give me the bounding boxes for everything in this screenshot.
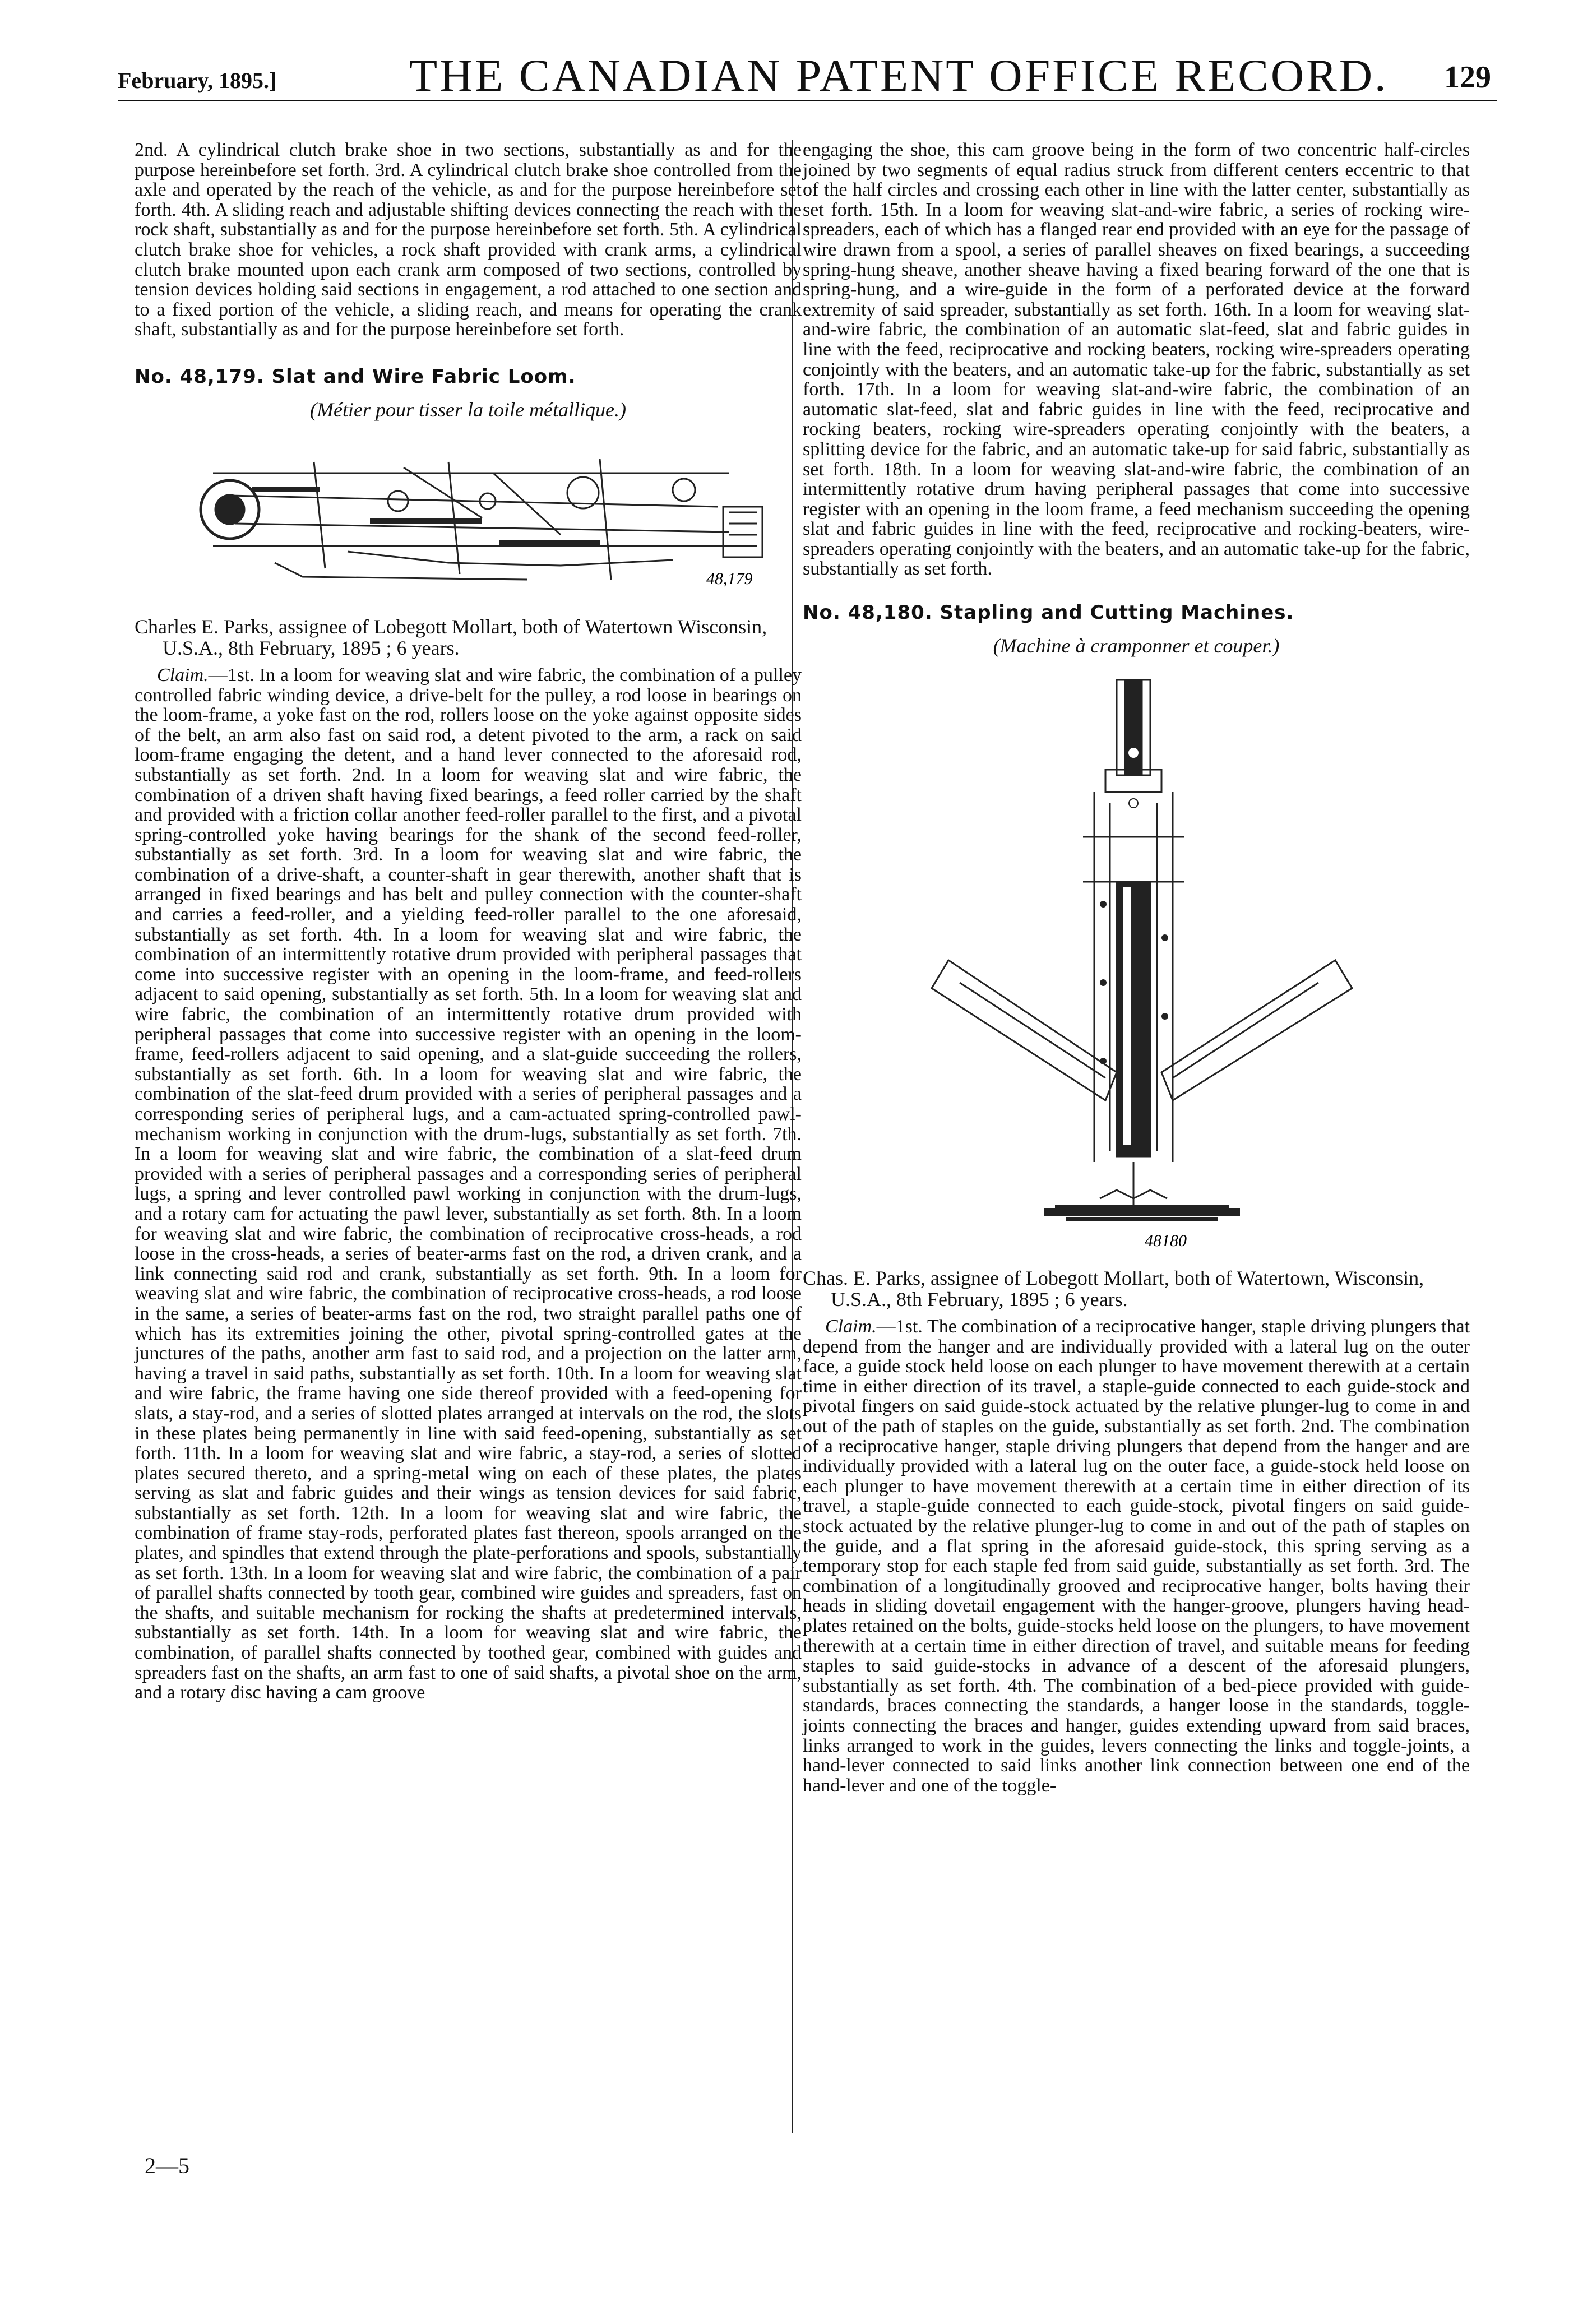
- figure-number: 48,179: [706, 569, 753, 588]
- claim-text: —1st. In a loom for weaving slat and wire fabric, the combination of a pulley controlled fabric winding device, a drive-belt for the pulley, a rod loose in bearings on the loom-frame, a yoke fast on the rod, rollers loose on the yoke against opposite sides of the belt, an arm also fast on said rod, a detent pivoted to the arm, a rack on said loom-frame engaging the detent, and a hand lever connected to the aforesaid rod, substantially as set forth. 2nd. In a loom for weaving slat and wire fabric, the combination of a driven shaft having fixed bearings, a feed roller carried by the shaft and provided with a friction collar another feed-roller parallel to the first, and a pivotal spring-controlled yoke having bearings for the shank of the second feed-roller, substantially as set forth. 3rd. In a loom for weaving slat and wire fabric, the combination of a drive-shaft, a counter-shaft in gear therewith, another shaft that is arranged in fixed bearings and has belt and pulley connection with the counter-shaft and carries a feed-roller, and a yielding feed-roller parallel to the one aforesaid, substantially as set forth. 4th. In a loom for weaving slat and wire fabric, the combination of an intermittently rotative drum provided with peripheral passages that come into successive register with an opening in the loom-frame, and feed-rollers adjacent to said opening, substantially as set forth. 5th. In a loom for weaving slat and wire fabric, the combination of an intermittently rotative drum provided with peripheral passages that come into successive register with an opening in the loom-frame, feed-rollers adjacent to said opening, and a slat-guide succeeding the rollers, substantially as set forth. 6th. In a loom for weaving slat and wire fabric, the combination of the slat-feed drum provided with a series of peripheral passages and a corresponding series of peripheral lugs, and a cam-actuated spring-controlled pawl-mechanism working in conjunction with the drum-lugs, substantially as set forth. 7th. In a loom for weaving slat and wire fabric, the combination of a slat-feed drum provided with a series of peripheral passages and a corresponding series of peripheral lugs, a spring and lever controlled pawl working in conjunction with the drum-lugs, and a rotary cam for actuating the pawl lever, substantially as set forth. 8th. In a loom for weaving slat and wire fabric, the combination of reciprocative cross-heads, a rod loose in the cross-heads, a series of beater-arms fast on the rod, a driven crank, and a link connecting said rod and crank, substantially as set forth. 9th. In a loom for weaving slat and wire fabric, the combination of reciprocative cross-heads, a rod loose in the same, a series of beater-arms fast on the rod, two straight parallel paths one of which has its extremities joining the other, pivotal spring-controlled gates at the junctures of the paths, another arm fast to said rod, and a projection on the latter arm, having a travel in said paths, substantially as set forth. 10th. In a loom for weaving slat and wire fabric, the frame having one side thereof provided with a feed-opening for slats, a stay-rod, and a series of slotted plates arranged at intervals on the rod, the slots in these plates being permanently in line with said feed-opening, substantially as set forth. 11th. In a loom for weaving slat and wire fabric, a stay-rod, a series of slotted plates secured thereto, and a spring-metal wing on each of these plates, the plates serving as slat and fabric guides and their wings as tension devices for said fabric, substantially as set forth. 12th. In a loom for weaving slat and wire fabric, the combination of frame stay-rods, perforated plates fast thereon, spools arranged on the plates, and spindles that extend through the plate-perforations and spools, substantially as set forth. 13th. In a loom for weaving slat and wire fabric, the combination of a pair of parallel shafts connected by tooth gear, combined wire guides and spreaders, fast on the shafts, and suitable mechanism for rocking the shafts at predetermined intervals, substantially as set forth. 14th. In a loom for weaving slat and wire fabric, the combination, of parallel shafts connected by toothed gear, combined with guides and spreaders fast on the shafts, an arm fast to one of said shafts, a pivotal shoe on the arm, and a rotary disc having a cam groove: [135, 664, 802, 1703]
- signature-mark: 2—5: [145, 2153, 189, 2178]
- page-number: 129: [1444, 60, 1491, 95]
- left-column: [135, 140, 802, 1703]
- loom-figure: [135, 434, 802, 610]
- claim-label: Claim.: [157, 664, 209, 686]
- patent-claims: [135, 665, 802, 1703]
- patent-assignee: Chas. E. Parks, assignee of Lobegott Mollart, both of Watertown, Wisconsin, U.S.A., 8th February, 1895 ; 6 years.: [803, 1267, 1424, 1311]
- patent-french-title: (Métier pour tisser la toile métallique.): [310, 398, 626, 421]
- stapling-machine-figure: [803, 669, 1470, 1263]
- issue-date: February, 1895.]: [118, 68, 277, 93]
- claim-text: —1st. The combination of a reciprocative hanger, staple driving plungers that depend from the hanger and are individually provided with a lateral lug on the outer face, a guide stock held loose on each plunger to have movement therewith at a certain time in either direction of its travel, a staple-guide connected to each guide-stock and pivotal fingers on said guide-stock actuated by the relative plunger-lug to come in and out of the path of staples on the guide, substantially as set forth. 2nd. The combination of a reciprocative hanger, staple driving plungers that depend from the hanger and are individually provided with a lateral lug on the outer face, a guide-stock held loose on each plunger to have movement therewith at a certain time in either direction of its travel, a staple-guide connected to each guide-stock, pivotal fingers on said guide-stock actuated by the relative plunger-lug to come in and out of the path of staples on the guide, and a flat spring in the aforesaid guide-stock, this spring serving as a temporary stop for each staple fed from said guide, substantially as set forth. 3rd. The combination of a longitudinally grooved and reciprocative hanger, bolts having their heads in sliding dovetail engagement with the hanger-groove, plungers having head-plates retained on the bolts, guide-stocks held loose on the plungers, to have movement therewith at a certain time in either direction of travel, and suitable means for feeding staples to said guide-stocks in advance of a descent of the aforesaid plungers, substantially as set forth. 4th. The combination of a bed-piece provided with guide-standards, braces connecting the standards, a hanger loose in the standards, toggle-joints connecting the braces and hanger, guides extending upward from said braces, links arranged to work in the guides, levers connecting the links and toggle-joints, a hand-lever connected to said links another link connection between one end of the hand-lever and one of the toggle-: [803, 1316, 1470, 1796]
- continuation-paragraph: 2nd. A cylindrical clutch brake shoe in two sections, substantially as and for the purpose hereinbefore set forth. 3rd. A cylindrical clutch brake shoe controlled from the axle and operated by the reach of the vehicle, as and for the purpose hereinbefore set forth. 4th. A sliding reach and adjustable shifting devices connecting the reach with the rock shaft, substantially as and for the purpose hereinbefore set forth. 5th. A cylindrical clutch brake shoe for vehicles, a rock shaft provided with crank arms, a cylindrical clutch brake mounted upon each crank arm composed of two sections, controlled by tension devices holding said sections in engagement, a rod attached to one section and to a fixed portion of the vehicle, a sliding reach, and means for operating the crank shaft, substantially as and for the purpose hereinbefore set forth.: [135, 140, 802, 340]
- continuation-paragraph: engaging the shoe, this cam groove being in the form of two concentric half-circles joined by two segments of equal radius struck from different centers eccentric to that of the half circles and crossing each other in line with the latter center, substantially as set forth. 15th. In a loom for weaving slat-and-wire fabric, a series of rocking wire-spreaders, each of which has a flanged rear end provided with an eye for the passage of wire drawn from a spool, a series of parallel sheaves on fixed bearings, a succeeding spring-hung sheave, another sheave having a fixed bearing forward of the one that is spring-hung, and a wire-guide in the form of a perforated device at the forward extremity of said spreader, substantially as set forth. 16th. In a loom for weaving slat-and-wire fabric, the combination of an automatic slat-feed, slat and fabric guides in line with the feed, reciprocative and rocking beaters, rocking wire-spreaders operating conjointly with the beaters, and an automatic take-up for the fabric, substantially as set forth. 17th. In a loom for weaving slat-and-wire fabric, the combination of an automatic slat-feed, slat and fabric guides in line with the feed, reciprocative and rocking beaters, rocking wire-spreaders operating conjointly with the beaters, a splitting device for the fabric, and an automatic take-up for said fabric, substantially as set forth. 18th. In a loom for weaving slat-and-wire fabric, the combination of an intermittently rotative drum having peripheral passages that come into successive register with an opening in the loom frame, a feed mechanism succeeding the opening slat and fabric guides in line with the feed, reciprocative and rocking-beaters, wire-spreaders operating conjointly with the beaters, and an automatic take-up for the fabric, substantially as set forth.: [803, 140, 1470, 580]
- patent-title: No. 48,179. Slat and Wire Fabric Loom.: [135, 365, 576, 388]
- publication-title: THE CANADIAN PATENT OFFICE RECORD.: [409, 50, 1389, 101]
- right-column: [803, 140, 1470, 1795]
- patent-title: No. 48,180. Stapling and Cutting Machines.: [803, 601, 1294, 624]
- figure-number: 48180: [1145, 1232, 1187, 1251]
- claim-label: Claim.: [825, 1316, 877, 1337]
- patent-french-title: (Machine à cramponner et couper.): [993, 635, 1280, 658]
- patent-claims: [803, 1317, 1470, 1795]
- patent-assignee: Charles E. Parks, assignee of Lobegott Mollart, both of Watertown Wisconsin, U.S.A., 8th February, 1895 ; 6 years.: [135, 615, 767, 659]
- page-header: [118, 33, 1497, 101]
